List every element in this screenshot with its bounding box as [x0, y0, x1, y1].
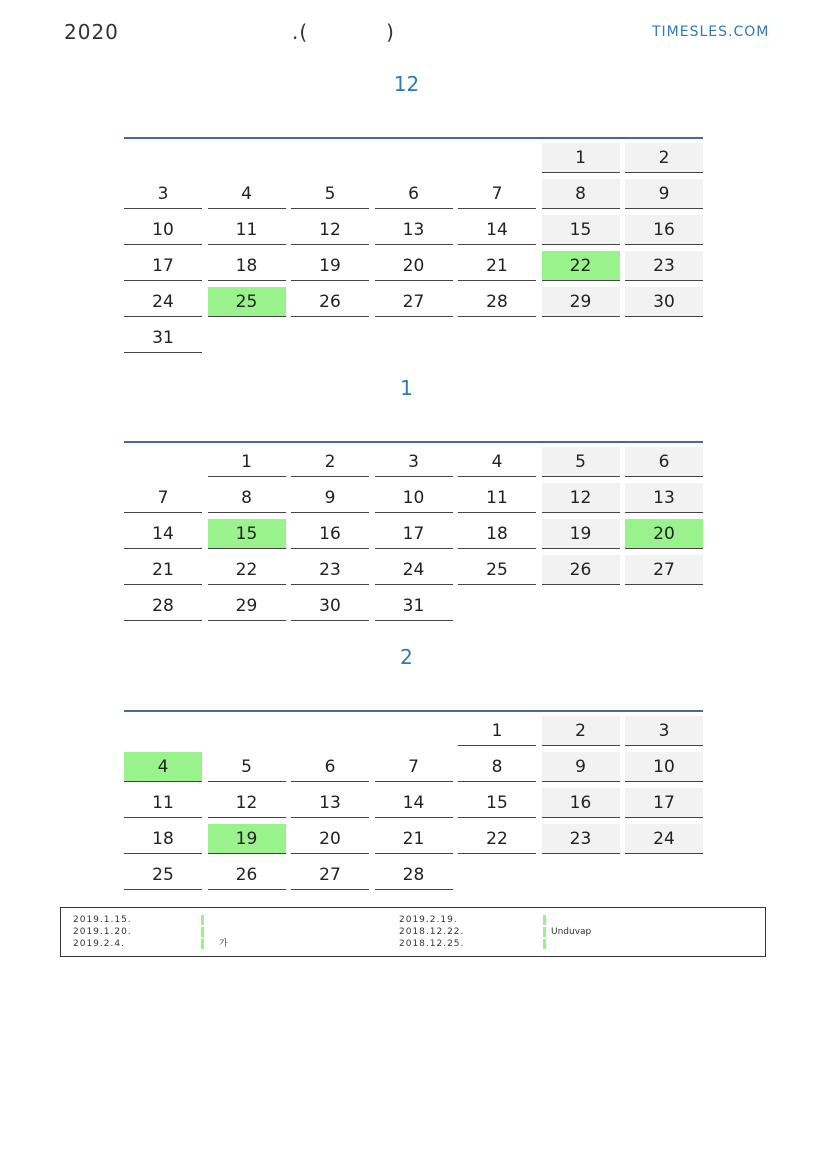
calendar-day[interactable]: 29 — [208, 591, 286, 621]
calendar-day[interactable]: 16 — [291, 519, 369, 549]
calendar-day[interactable]: 31 — [375, 591, 453, 621]
calendar-day[interactable]: 4 — [458, 447, 536, 477]
legend-marker — [201, 915, 204, 925]
legend-label: 가 — [219, 939, 229, 949]
calendar-day[interactable]: 4 — [124, 752, 202, 782]
calendar-day[interactable]: 18 — [124, 824, 202, 854]
calendar-day[interactable]: 14 — [375, 788, 453, 818]
calendar-day[interactable]: 13 — [375, 215, 453, 245]
calendar-day[interactable]: 6 — [291, 752, 369, 782]
legend-date: 2018.12.22. — [399, 927, 465, 937]
legend-date: 2019.1.15. — [73, 915, 132, 925]
calendar-day[interactable]: 11 — [208, 215, 286, 245]
calendar-day[interactable]: 22 — [542, 251, 620, 281]
legend-marker — [543, 915, 546, 925]
calendar-day[interactable]: 23 — [625, 251, 703, 281]
calendar-day[interactable]: 16 — [625, 215, 703, 245]
calendar-day[interactable]: 26 — [291, 287, 369, 317]
calendar-day[interactable]: 24 — [625, 824, 703, 854]
month-title-0: 12 — [393, 72, 420, 96]
calendar-day[interactable]: 8 — [458, 752, 536, 782]
calendar-day[interactable]: 17 — [124, 251, 202, 281]
calendar-day[interactable]: 19 — [542, 519, 620, 549]
calendar-day[interactable]: 5 — [291, 179, 369, 209]
calendar-day[interactable]: 2 — [542, 716, 620, 746]
calendar-day[interactable]: 26 — [542, 555, 620, 585]
calendar-day[interactable]: 27 — [291, 860, 369, 890]
calendar-day[interactable]: 31 — [124, 323, 202, 353]
calendar-day[interactable]: 3 — [375, 447, 453, 477]
calendar-day[interactable]: 28 — [375, 860, 453, 890]
calendar-day[interactable]: 13 — [625, 483, 703, 513]
calendar-day[interactable]: 21 — [375, 824, 453, 854]
calendar-day[interactable]: 14 — [124, 519, 202, 549]
calendar-day[interactable]: 12 — [291, 215, 369, 245]
calendar-day[interactable]: 4 — [208, 179, 286, 209]
legend-marker — [201, 927, 204, 937]
calendar-day[interactable]: 7 — [375, 752, 453, 782]
calendar-day[interactable]: 2 — [291, 447, 369, 477]
calendar-day[interactable]: 24 — [375, 555, 453, 585]
calendar-day[interactable]: 6 — [625, 447, 703, 477]
calendar-day[interactable]: 24 — [124, 287, 202, 317]
calendar-day[interactable]: 20 — [375, 251, 453, 281]
legend-label: Unduvap — [551, 927, 592, 937]
calendar-day[interactable]: 25 — [458, 555, 536, 585]
calendar-day[interactable]: 18 — [458, 519, 536, 549]
calendar-day[interactable]: 22 — [208, 555, 286, 585]
header-subtitle-left: .( — [292, 20, 309, 44]
calendar-day[interactable]: 8 — [208, 483, 286, 513]
calendar-day[interactable]: 1 — [542, 143, 620, 173]
calendar-day[interactable]: 7 — [124, 483, 202, 513]
month-title-1: 1 — [400, 376, 413, 400]
month-rule-0 — [124, 137, 703, 139]
site-link[interactable]: TIMESLES.COM — [652, 24, 770, 40]
calendar-day[interactable]: 15 — [208, 519, 286, 549]
calendar-day[interactable]: 7 — [458, 179, 536, 209]
month-rule-2 — [124, 710, 703, 712]
calendar-day[interactable]: 27 — [375, 287, 453, 317]
calendar-day[interactable]: 27 — [625, 555, 703, 585]
calendar-day[interactable]: 2 — [625, 143, 703, 173]
legend-date: 2019.1.20. — [73, 927, 132, 937]
legend-date: 2019.2.19. — [399, 915, 458, 925]
month-title-2: 2 — [400, 645, 413, 669]
calendar-day[interactable]: 8 — [542, 179, 620, 209]
calendar-day[interactable]: 23 — [291, 555, 369, 585]
legend-date: 2019.2.4. — [73, 939, 125, 949]
calendar-day[interactable]: 23 — [542, 824, 620, 854]
calendar-day[interactable]: 1 — [208, 447, 286, 477]
calendar-day[interactable]: 21 — [124, 555, 202, 585]
legend-marker — [543, 927, 546, 937]
calendar-day[interactable]: 10 — [124, 215, 202, 245]
calendar-day[interactable]: 11 — [124, 788, 202, 818]
calendar-day[interactable]: 28 — [124, 591, 202, 621]
header-subtitle — [292, 20, 395, 44]
calendar-day[interactable]: 9 — [291, 483, 369, 513]
calendar-day[interactable]: 10 — [375, 483, 453, 513]
calendar-day[interactable]: 29 — [542, 287, 620, 317]
header-year: 2020 — [64, 20, 119, 44]
calendar-day[interactable]: 26 — [208, 860, 286, 890]
calendar-day[interactable]: 16 — [542, 788, 620, 818]
calendar-day[interactable]: 28 — [458, 287, 536, 317]
calendar-day[interactable]: 12 — [208, 788, 286, 818]
calendar-day[interactable]: 3 — [124, 179, 202, 209]
legend-date: 2018.12.25. — [399, 939, 465, 949]
calendar-day[interactable]: 17 — [625, 788, 703, 818]
calendar-day[interactable]: 13 — [291, 788, 369, 818]
calendar-day[interactable]: 15 — [458, 788, 536, 818]
calendar-day[interactable]: 19 — [208, 824, 286, 854]
legend-box — [60, 907, 766, 957]
calendar-day[interactable]: 17 — [375, 519, 453, 549]
legend-marker — [543, 939, 546, 949]
calendar-day[interactable]: 19 — [291, 251, 369, 281]
calendar-day[interactable]: 12 — [542, 483, 620, 513]
calendar-day[interactable]: 18 — [208, 251, 286, 281]
calendar-day[interactable]: 9 — [542, 752, 620, 782]
calendar-day[interactable]: 14 — [458, 215, 536, 245]
calendar-day[interactable]: 22 — [458, 824, 536, 854]
calendar-day[interactable]: 21 — [458, 251, 536, 281]
header-subtitle-right: ) — [386, 20, 395, 44]
calendar-day[interactable]: 5 — [208, 752, 286, 782]
calendar-day[interactable]: 11 — [458, 483, 536, 513]
calendar-day[interactable]: 6 — [375, 179, 453, 209]
calendar-day[interactable]: 30 — [291, 591, 369, 621]
calendar-day[interactable]: 5 — [542, 447, 620, 477]
calendar-day[interactable]: 20 — [291, 824, 369, 854]
calendar-day[interactable]: 25 — [124, 860, 202, 890]
calendar-day[interactable]: 25 — [208, 287, 286, 317]
calendar-day[interactable]: 20 — [625, 519, 703, 549]
legend-marker — [201, 939, 204, 949]
month-rule-1 — [124, 441, 703, 443]
calendar-day[interactable]: 10 — [625, 752, 703, 782]
calendar-day[interactable]: 15 — [542, 215, 620, 245]
calendar-day[interactable]: 1 — [458, 716, 536, 746]
calendar-day[interactable]: 9 — [625, 179, 703, 209]
calendar-day[interactable]: 3 — [625, 716, 703, 746]
calendar-day[interactable]: 30 — [625, 287, 703, 317]
